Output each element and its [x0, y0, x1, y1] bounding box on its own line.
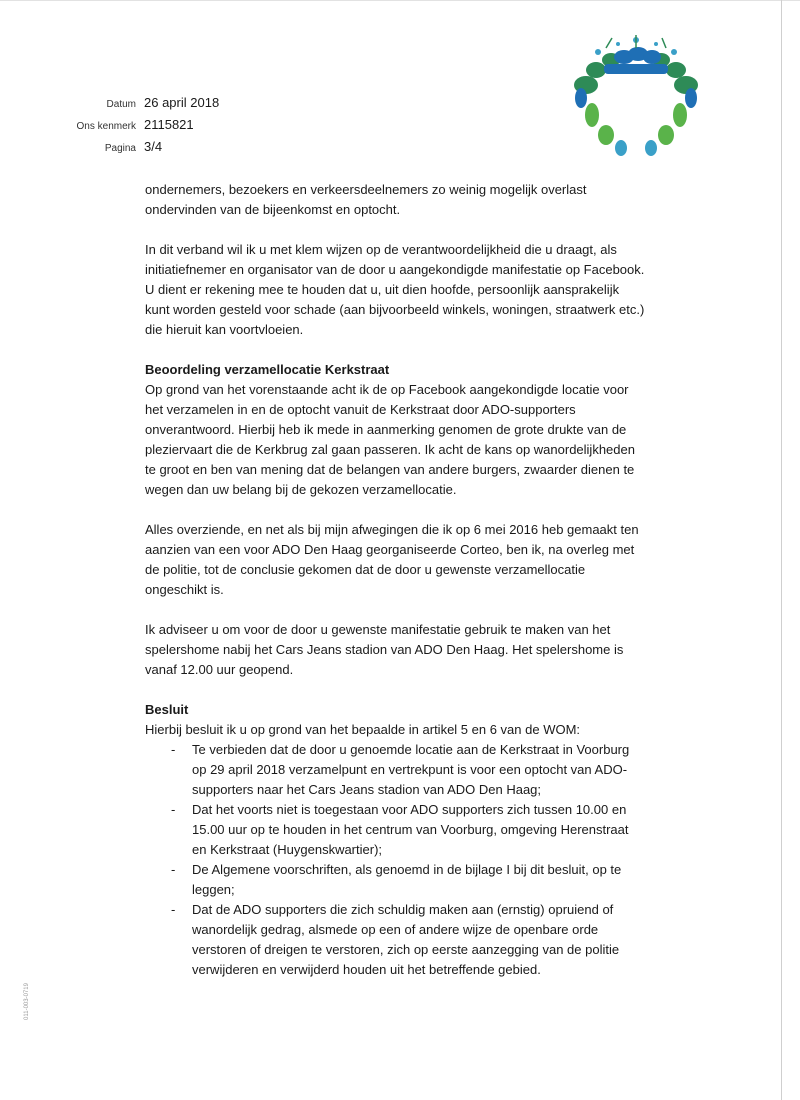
list-item: [145, 740, 645, 800]
dash-marker: -: [171, 902, 176, 917]
paragraph-5: Ik adviseer u om voor de door u gewenste manifestatie gebruik te maken van het spelershome nabij het Cars Jeans stadion van ADO Den Haag. Het spelershome is vanaf 12.00 uur geopend.: [145, 622, 624, 677]
kenmerk-row: [60, 115, 219, 137]
letter-metadata: [60, 93, 219, 159]
paragraph-1: ondernemers, bezoekers en verkeersdeelnemers zo weinig mogelijk overlast ondervinden van de bijeenkomst en optocht.: [145, 182, 587, 217]
pagina-row: [60, 137, 219, 159]
list-item: [145, 800, 645, 860]
list-item-text: Dat het voorts niet is toegestaan voor ADO supporters zich tussen 10.00 en 15.00 uur op te houden in het centrum van Voorburg, omgeving Herenstraat en Kerkstraat (Huygenskwartier);: [192, 802, 629, 857]
datum-row: [60, 93, 219, 115]
municipal-logo-icon: [566, 30, 706, 160]
dash-marker: -: [171, 802, 176, 817]
pagina-value: 3/4: [144, 139, 163, 154]
datum-label: Datum: [106, 99, 136, 110]
page-top-edge: [0, 0, 800, 1]
list-item-text: De Algemene voorschriften, als genoemd in de bijlage I bij dit besluit, op te leggen;: [192, 862, 622, 897]
paragraph-2: In dit verband wil ik u met klem wijzen op de verantwoordelijkheid die u draagt, als initiatiefnemer en organisator van de door u aangekondigde manifestatie op Facebook. U dient er rekening mee te houden dat u, uit dien hoofde, persoonlijk aansprakelijk kunt worden gesteld voor schade (aan bijvoorbeeld winkels, woningen, straatwerk etc.) die hieruit kan voortvloeien.: [145, 242, 645, 337]
document-code: 011-003-0719: [24, 983, 30, 1020]
pagina-label: Pagina: [104, 143, 136, 154]
paragraph-6: Hierbij besluit ik u op grond van het bepaalde in artikel 5 en 6 van de WOM:: [145, 722, 581, 737]
list-item: [145, 860, 645, 900]
page-right-edge: [781, 0, 782, 1100]
list-item: [145, 900, 645, 980]
dash-marker: -: [171, 862, 176, 877]
heading-beoordeling: Beoordeling verzamellocatie Kerkstraat: [145, 362, 390, 377]
kenmerk-value: 2115821: [144, 117, 194, 132]
heading-besluit: Besluit: [145, 702, 189, 717]
besluit-list: [145, 740, 645, 980]
datum-value: 26 april 2018: [144, 95, 220, 110]
list-item-text: Dat de ADO supporters die zich schuldig maken aan (ernstig) opruiend of wanordelijk gedrag, alsmede op een of andere wijze de openbare orde verstoren of dreigen te verstoren, zich op eerste aanzegging van de politie verwijderen en verwijderd houden uit het betreffende gebied.: [192, 902, 620, 977]
kenmerk-label: Ons kenmerk: [76, 121, 136, 132]
letter-body: [145, 180, 645, 980]
dash-marker: -: [171, 742, 176, 757]
paragraph-4: Alles overziende, en net als bij mijn afwegingen die ik op 6 mei 2016 heb gemaakt ten aanzien van een voor ADO Den Haag georganiseerde Corteo, ben ik, na overleg met de politie, tot de conclusie gekomen dat de door u gewenste verzamellocatie ongeschikt is.: [145, 522, 639, 597]
list-item-text: Te verbieden dat de door u genoemde locatie aan de Kerkstraat in Voorburg op 29 april 2018 verzamelpunt en vertrekpunt is voor een optocht van ADO-supporters naar het Cars Jeans stadion van ADO Den Haag;: [192, 742, 630, 797]
paragraph-3: Op grond van het vorenstaande acht ik de op Facebook aangekondigde locatie voor het verzamelen in en de optocht vanuit de Kerkstraat door ADO-supporters onverantwoord. Hierbij heb ik mede in aanmerking genomen de grote drukte van de pleziervaart die de Kerkbrug zal gaan passeren. Ik acht de kans op wanordelijkheden te groot en ben van mening dat de belangen van andere burgers, zwaarder dienen te wegen dan uw belang bij de gekozen verzamellocatie.: [145, 382, 635, 497]
